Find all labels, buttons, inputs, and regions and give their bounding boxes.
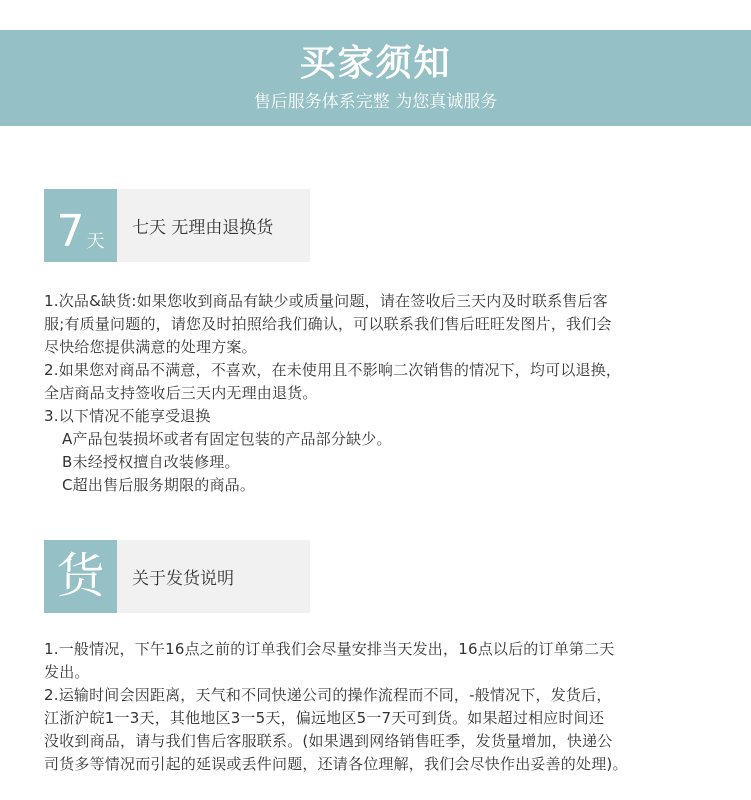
section-heading-returns	[44, 189, 310, 262]
shipping-badge	[44, 540, 117, 613]
policy-line: 3.以下情况不能享受退换	[44, 407, 211, 425]
badge-number: 7	[56, 206, 85, 257]
section-heading-shipping	[44, 540, 310, 613]
shipping-policy-text	[44, 638, 724, 776]
shipping-line: 1.一般情况，下午16点之前的订单我们会尽量安排当天发出，16点以后的订单第二天	[44, 640, 615, 658]
policy-line: 全店商品支持签收后三天内无理由退货。	[44, 384, 318, 402]
badge-unit: 天	[86, 231, 105, 252]
shipping-line: 江浙沪皖1一3天，其他地区3一5天，偏远地区5一7天可到货。如果超过相应时间还	[44, 709, 605, 727]
policy-line: 2.如果您对商品不满意，不喜欢，在未使用且不影响二次销售的情况下，均可以退换，	[44, 361, 622, 379]
section-title-returns: 七天 无理由退换货	[132, 218, 274, 238]
returns-policy-text	[44, 290, 724, 497]
policy-line: 尽快给您提供满意的处理方案。	[44, 338, 257, 356]
policy-subitem: C超出售后服务期限的商品。	[62, 476, 256, 494]
policy-subitem: B未经授权擅自改装修理。	[62, 453, 240, 471]
shipping-line: 发出。	[44, 663, 90, 681]
header-banner	[0, 30, 751, 126]
page-subtitle: 售后服务体系完整 为您真诚服务	[253, 92, 498, 112]
shipping-line: 司货多等情况而引起的延误或丢件问题，还请各位理解，我们会尽快作出妥善的处理)。	[44, 755, 628, 773]
seven-days-badge	[44, 189, 117, 262]
shipping-line: 2.运输时间会因距离，天气和不同快递公司的操作流程而不同，-般情况下，发货后，	[44, 686, 612, 704]
badge-character: 货	[56, 548, 105, 604]
policy-line: 1.次品&缺货:如果您收到商品有缺少或质量问题，请在签收后三天内及时联系售后客	[44, 292, 608, 310]
policy-line: 服;有质量问题的，请您及时拍照给我们确认，可以联系我们售后旺旺发图片，我们会	[44, 315, 612, 333]
section-title-shipping: 关于发货说明	[132, 569, 234, 589]
policy-subitem: A产品包装损坏或者有固定包装的产品部分缺少。	[62, 430, 392, 448]
shipping-line: 没收到商品，请与我们售后客服联系。(如果遇到网络销售旺季，发货量增加，快递公	[44, 732, 613, 750]
page-title: 买家须知	[299, 43, 452, 84]
